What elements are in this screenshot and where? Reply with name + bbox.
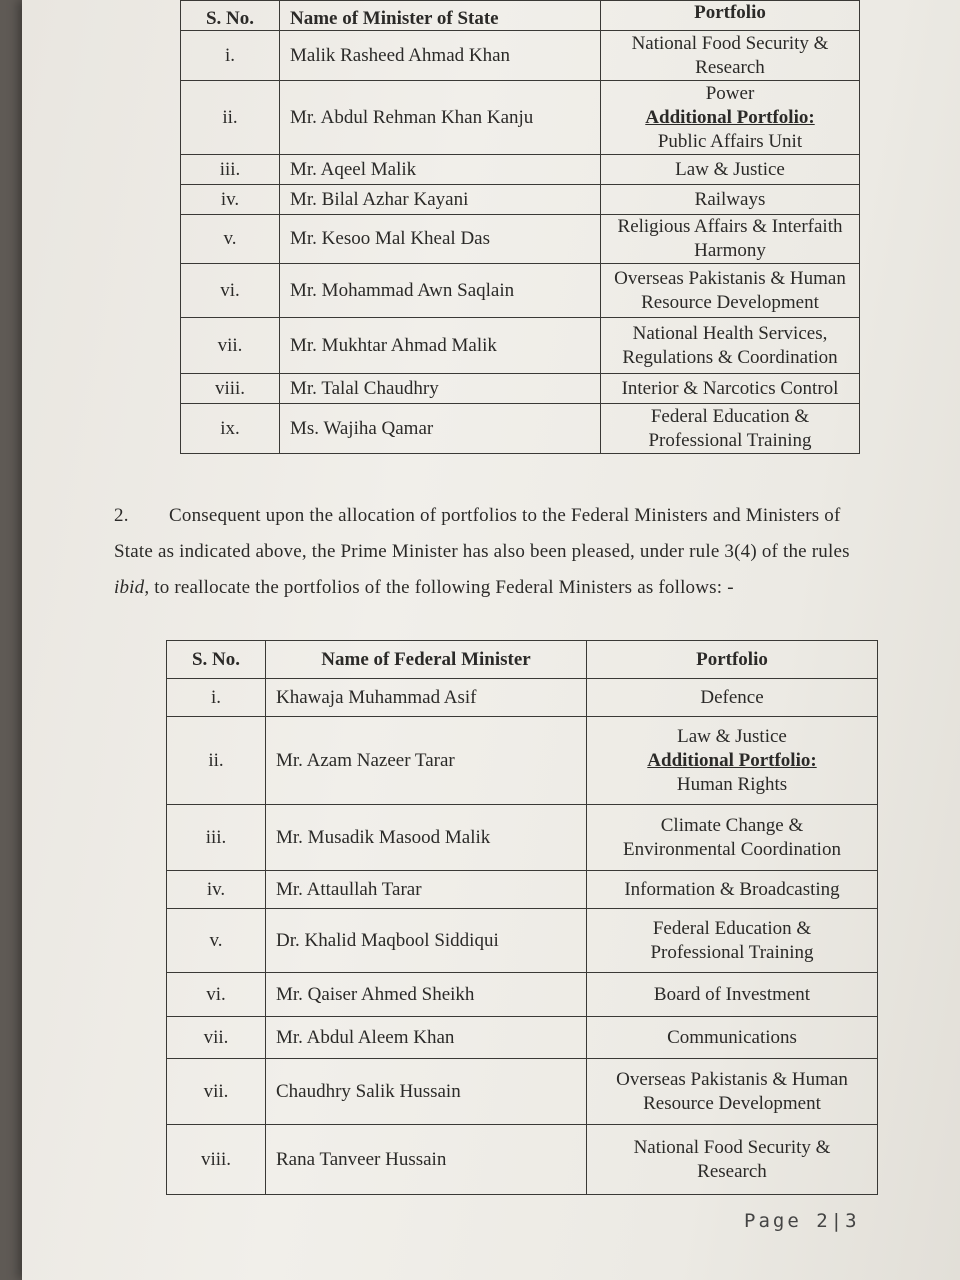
portfolio-line: Power — [705, 82, 755, 104]
minister-name: Mr. Bilal Azhar Kayani — [280, 185, 601, 215]
portfolio-line: Law & Justice — [675, 158, 785, 180]
serial-number: ix. — [181, 404, 280, 454]
minister-name: Mr. Azam Nazeer Tarar — [266, 717, 587, 805]
portfolio-cell — [601, 404, 860, 454]
serial-number: i. — [167, 679, 266, 717]
portfolio-line: Federal Education & — [652, 917, 812, 939]
minister-name: Khawaja Muhammad Asif — [266, 679, 587, 717]
portfolio-line: Communications — [667, 1026, 797, 1048]
table-row — [181, 31, 860, 81]
serial-number: v. — [167, 909, 266, 973]
serial-number: ii. — [181, 81, 280, 155]
col-header-sno: S. No. — [167, 641, 266, 679]
portfolio-line: National Health Services, — [632, 322, 828, 344]
serial-number: vi. — [167, 973, 266, 1017]
table-row — [167, 805, 878, 871]
table-row — [167, 973, 878, 1017]
additional-portfolio-label: Additional Portfolio: — [645, 106, 815, 128]
serial-number: iv. — [181, 185, 280, 215]
table-row — [167, 1059, 878, 1125]
serial-number: viii. — [167, 1125, 266, 1195]
portfolio-line: Regulations & Coordination — [622, 346, 838, 368]
page-number: Page 2|3 — [744, 1210, 860, 1232]
serial-number: v. — [181, 215, 280, 264]
portfolio-line: Interior & Narcotics Control — [621, 377, 839, 399]
table-row — [181, 318, 860, 374]
table-row — [167, 871, 878, 909]
portfolio-line: Resource Development — [643, 1092, 821, 1114]
serial-number: ii. — [167, 717, 266, 805]
col-header-name: Name of Federal Minister — [266, 641, 587, 679]
portfolio-line: Federal Education & — [650, 405, 810, 427]
paragraph-italic: ibid — [114, 577, 145, 598]
table-row — [167, 679, 878, 717]
portfolio-cell — [601, 155, 860, 185]
col-header-portfolio: Portfolio — [587, 641, 878, 679]
paragraph-text-before: Consequent upon the allocation of portfolios to the Federal Ministers and Ministers of State as indicated above, the Prime Minister has also been pleased, under rule 3(4) of the rules — [114, 505, 850, 562]
portfolio-line: Overseas Pakistanis & Human — [616, 1068, 848, 1090]
minister-name: Mr. Qaiser Ahmed Sheikh — [266, 973, 587, 1017]
minister-name: Mr. Aqeel Malik — [280, 155, 601, 185]
table-row — [181, 81, 860, 155]
portfolio-cell — [587, 1059, 878, 1125]
portfolio-line: Professional Training — [650, 941, 814, 963]
col-header-name: Name of Minister of State — [280, 1, 601, 31]
portfolio-line: Resource Development — [641, 291, 819, 313]
portfolio-line: Harmony — [694, 240, 766, 261]
minister-name: Mr. Mukhtar Ahmad Malik — [280, 318, 601, 374]
minister-name: Mr. Abdul Rehman Khan Kanju — [280, 81, 601, 155]
portfolio-line: Information & Broadcasting — [624, 878, 840, 900]
portfolio-line: Religious Affairs & Interfaith — [617, 216, 843, 237]
table-row — [181, 155, 860, 185]
portfolio-cell — [587, 973, 878, 1017]
portfolio-line: Climate Change & — [660, 814, 804, 836]
minister-name: Mr. Abdul Aleem Khan — [266, 1017, 587, 1059]
portfolio-line: Law & Justice — [677, 725, 787, 747]
portfolio-line: Board of Investment — [653, 983, 811, 1005]
additional-portfolio: Human Rights — [676, 773, 788, 795]
table-row — [181, 404, 860, 454]
additional-portfolio: Public Affairs Unit — [657, 130, 803, 152]
serial-number: iii. — [181, 155, 280, 185]
serial-number: vii. — [167, 1017, 266, 1059]
serial-number: vi. — [181, 264, 280, 318]
serial-number: iii. — [167, 805, 266, 871]
portfolio-cell — [587, 805, 878, 871]
serial-number: iv. — [167, 871, 266, 909]
portfolio-cell — [601, 374, 860, 404]
ministers-of-state-table — [180, 0, 860, 454]
minister-name: Dr. Khalid Maqbool Siddiqui — [266, 909, 587, 973]
portfolio-line: Overseas Pakistanis & Human — [614, 267, 846, 289]
portfolio-cell — [601, 318, 860, 374]
portfolio-line: Research — [695, 56, 765, 78]
table-row — [181, 374, 860, 404]
portfolio-cell — [587, 1125, 878, 1195]
portfolio-cell — [587, 717, 878, 805]
table-row — [181, 185, 860, 215]
portfolio-cell — [587, 909, 878, 973]
additional-portfolio-label: Additional Portfolio: — [647, 749, 817, 771]
portfolio-cell — [601, 31, 860, 81]
minister-name: Mr. Talal Chaudhry — [280, 374, 601, 404]
portfolio-line: National Food Security & — [631, 32, 829, 54]
serial-number: vii. — [167, 1059, 266, 1125]
portfolio-cell — [601, 185, 860, 215]
portfolio-line: Professional Training — [648, 429, 812, 451]
serial-number: viii. — [181, 374, 280, 404]
portfolio-line: Railways — [694, 188, 766, 210]
federal-ministers-table — [166, 640, 878, 1195]
minister-name: Rana Tanveer Hussain — [266, 1125, 587, 1195]
portfolio-cell — [587, 1017, 878, 1059]
portfolio-cell — [601, 264, 860, 318]
minister-name: Mr. Attaullah Tarar — [266, 871, 587, 909]
table-row — [167, 717, 878, 805]
table-row — [167, 1017, 878, 1059]
portfolio-cell — [587, 871, 878, 909]
minister-name: Mr. Musadik Masood Malik — [266, 805, 587, 871]
portfolio-cell — [587, 679, 878, 717]
table-row — [167, 909, 878, 973]
portfolio-cell — [601, 215, 860, 264]
portfolio-cell — [601, 81, 860, 155]
paragraph-2 — [114, 498, 854, 606]
col-header-sno: S. No. — [181, 1, 280, 31]
paragraph-number: 2. — [114, 505, 129, 526]
portfolio-line: National Food Security & — [633, 1136, 831, 1158]
document-page — [22, 0, 960, 1280]
portfolio-line: Environmental Coordination — [623, 838, 841, 860]
minister-name: Malik Rasheed Ahmad Khan — [280, 31, 601, 81]
serial-number: i. — [181, 31, 280, 81]
minister-name: Mr. Kesoo Mal Kheal Das — [280, 215, 601, 264]
table-row — [181, 264, 860, 318]
paragraph-text-after: , to reallocate the portfolios of the following Federal Ministers as follows: - — [144, 577, 734, 598]
table-row — [167, 1125, 878, 1195]
portfolio-line: Research — [697, 1160, 767, 1182]
minister-name: Chaudhry Salik Hussain — [266, 1059, 587, 1125]
portfolio-line: Defence — [700, 686, 764, 708]
minister-name: Ms. Wajiha Qamar — [280, 404, 601, 454]
col-header-portfolio: Portfolio — [601, 1, 860, 31]
minister-name: Mr. Mohammad Awn Saqlain — [280, 264, 601, 318]
table-row — [181, 215, 860, 264]
serial-number: vii. — [181, 318, 280, 374]
